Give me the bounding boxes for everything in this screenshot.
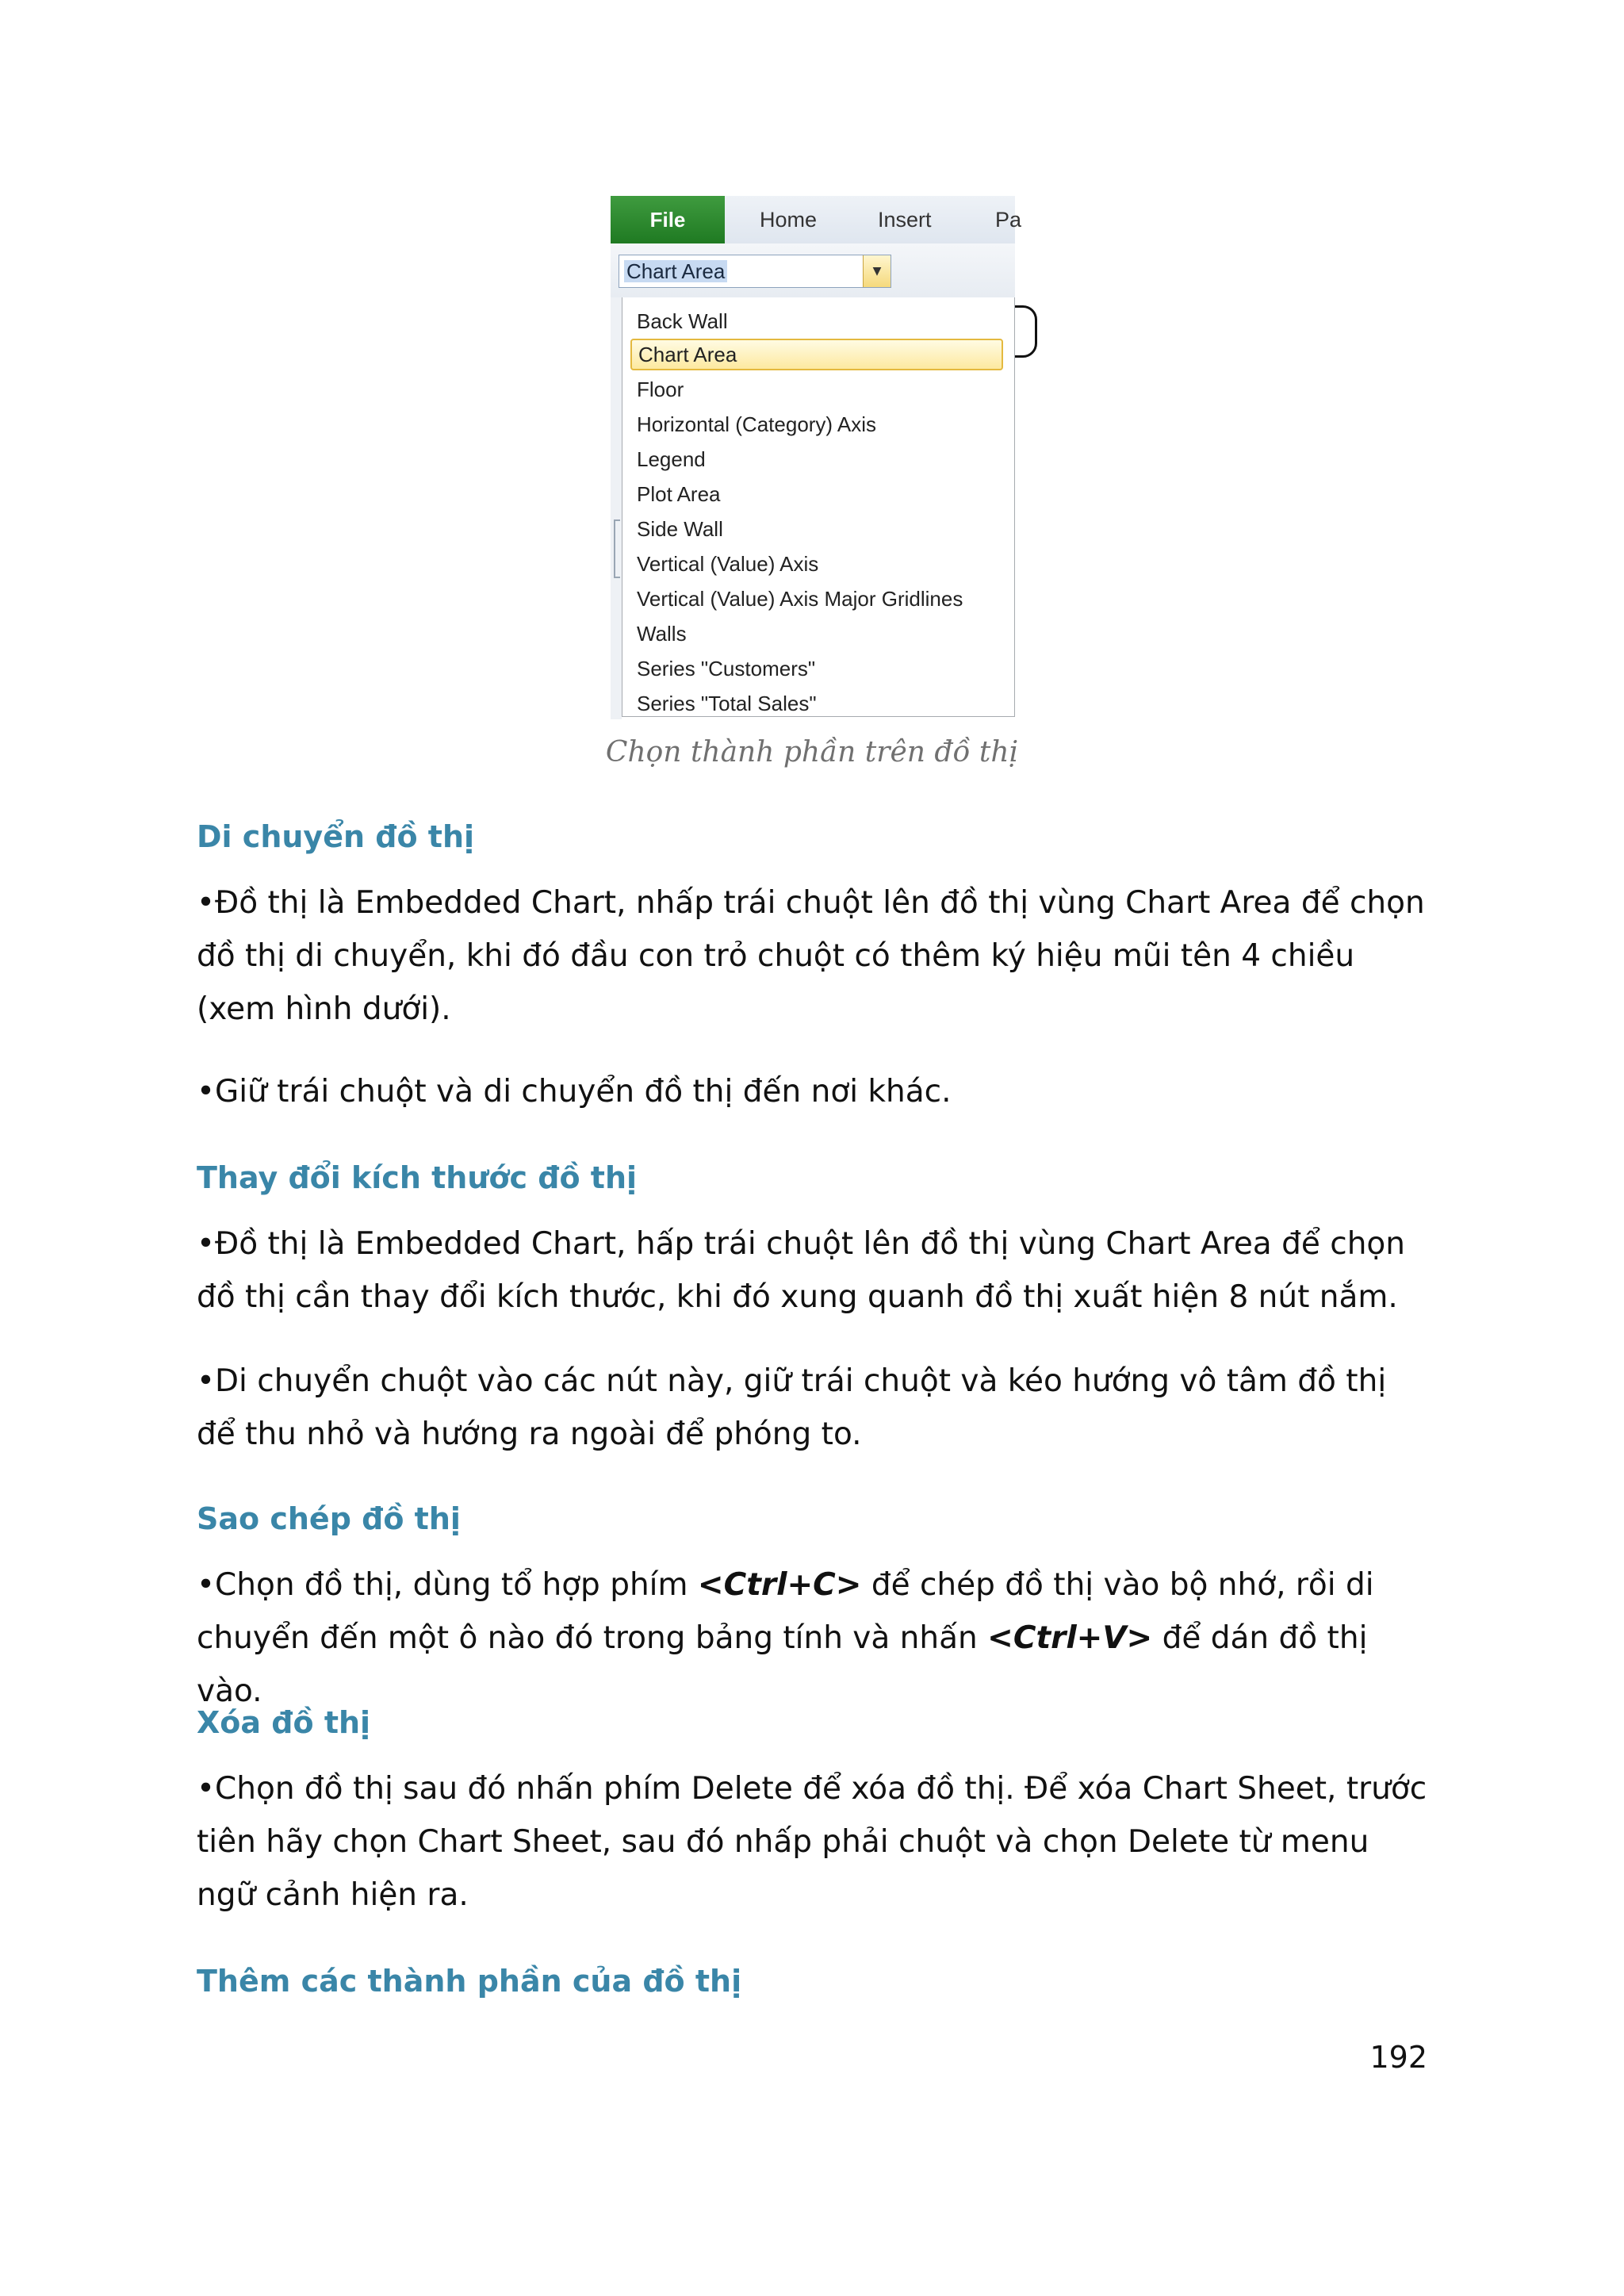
paragraph-move-1 <box>197 876 1434 1036</box>
tab-page-layout[interactable]: Pa <box>995 207 1022 232</box>
dropdown-item-side-wall[interactable]: Side Wall <box>637 516 723 541</box>
heading-delete-chart: Xóa đồ thị <box>197 1705 371 1740</box>
dropdown-item-vertical-axis[interactable]: Vertical (Value) Axis <box>637 551 819 576</box>
paragraph-copy <box>197 1558 1434 1718</box>
paragraph-resize-2 <box>197 1355 1434 1461</box>
text-line: •Đồ thị là Embedded Chart, hấp trái chuột lên đồ thị vùng Chart Area để chọn <box>197 1226 1405 1262</box>
text-fragment: để chép đồ thị vào bộ nhớ, rồi di <box>861 1567 1374 1603</box>
dropdown-item-walls[interactable]: Walls <box>637 621 687 646</box>
text-line: để thu nhỏ và hướng ra ngoài để phóng to. <box>197 1416 862 1452</box>
section-move-chart <box>197 817 1434 857</box>
chart-elements-combobox[interactable] <box>619 255 891 288</box>
text-line: •Đồ thị là Embedded Chart, nhấp trái chuột lên đồ thị vùng Chart Area để chọn <box>197 885 1425 921</box>
chart-elements-dropdown <box>622 297 1015 717</box>
dropdown-item-chart-area[interactable]: Chart Area <box>630 339 1003 370</box>
paragraph-delete <box>197 1762 1434 1922</box>
dropdown-item-floor[interactable]: Floor <box>637 377 684 401</box>
heading-resize-chart: Thay đổi kích thước đồ thị <box>197 1160 638 1195</box>
section-copy-chart <box>197 1499 1434 1539</box>
ribbon-tabs <box>611 196 1022 244</box>
paragraph-move-2 <box>197 1065 1434 1118</box>
dropdown-item-horizontal-axis[interactable]: Horizontal (Category) Axis <box>637 412 876 436</box>
tab-insert[interactable]: Insert <box>878 207 932 232</box>
text-line: (xem hình dưới). <box>197 991 451 1027</box>
text-line <box>197 1612 1434 1718</box>
text-line: đồ thị di chuyển, khi đó đầu con trỏ chuột có thêm ký hiệu mũi tên 4 chiều <box>197 938 1355 974</box>
section-add-elements <box>197 1961 1434 2001</box>
page-number: 192 <box>1369 2040 1427 2075</box>
heading-copy-chart: Sao chép đồ thị <box>197 1501 461 1536</box>
tab-file[interactable]: File <box>611 196 725 243</box>
figure-caption: Chọn thành phần trên đồ thị <box>605 736 1019 769</box>
chart-elements-bar <box>611 243 1015 297</box>
text-line: đồ thị cần thay đổi kích thước, khi đó xung quanh đồ thị xuất hiện 8 nút nắm. <box>197 1279 1398 1315</box>
dropdown-item-plot-area[interactable]: Plot Area <box>637 481 721 506</box>
dropdown-item-series-customers[interactable]: Series "Customers" <box>637 656 816 680</box>
tab-home[interactable]: Home <box>760 207 818 232</box>
dropdown-item-back-wall[interactable]: Back Wall <box>637 309 728 333</box>
dropdown-item-series-total-sales[interactable]: Series "Total Sales" <box>637 691 817 715</box>
text-line: •Chọn đồ thị sau đó nhấn phím Delete để xóa đồ thị. Để xóa Chart Sheet, trước <box>197 1771 1427 1807</box>
dropdown-item-legend[interactable]: Legend <box>637 447 706 471</box>
text-line: tiên hãy chọn Chart Sheet, sau đó nhấp phải chuột và chọn Delete từ menu <box>197 1824 1369 1860</box>
shortcut-ctrl-c: <Ctrl+C> <box>697 1567 862 1603</box>
section-delete-chart <box>197 1703 1434 1742</box>
text-line <box>197 1558 1434 1612</box>
text-line: ngữ cảnh hiện ra. <box>197 1877 469 1913</box>
text-fragment: chuyển đến một ô nào đó trong bảng tính và nhấn <box>197 1620 988 1656</box>
shortcut-ctrl-v: <Ctrl+V> <box>987 1620 1153 1656</box>
dropdown-item-vertical-gridlines[interactable]: Vertical (Value) Axis Major Gridlines <box>637 586 963 611</box>
text-fragment: •Chọn đồ thị, dùng tổ hợp phím <box>197 1567 698 1603</box>
chart-elements-value: Chart Area <box>624 260 727 282</box>
sheet-gutter <box>611 297 622 719</box>
paragraph-resize-1 <box>197 1217 1434 1324</box>
heading-add-elements: Thêm các thành phần của đồ thị <box>197 1964 742 1999</box>
text-line: •Giữ trái chuột và di chuyển đồ thị đến nơi khác. <box>197 1074 952 1110</box>
heading-move-chart: Di chuyển đồ thị <box>197 819 475 854</box>
section-resize-chart <box>197 1158 1434 1198</box>
text-fragment: để dán đồ thị vào. <box>197 1620 1368 1709</box>
dropdown-arrow-icon[interactable]: ▼ <box>863 255 891 287</box>
excel-screenshot <box>611 196 1022 719</box>
text-line: •Di chuyển chuột vào các nút này, giữ trái chuột và kéo hướng vô tâm đồ thị <box>197 1363 1387 1399</box>
gutter-bracket <box>614 519 620 578</box>
